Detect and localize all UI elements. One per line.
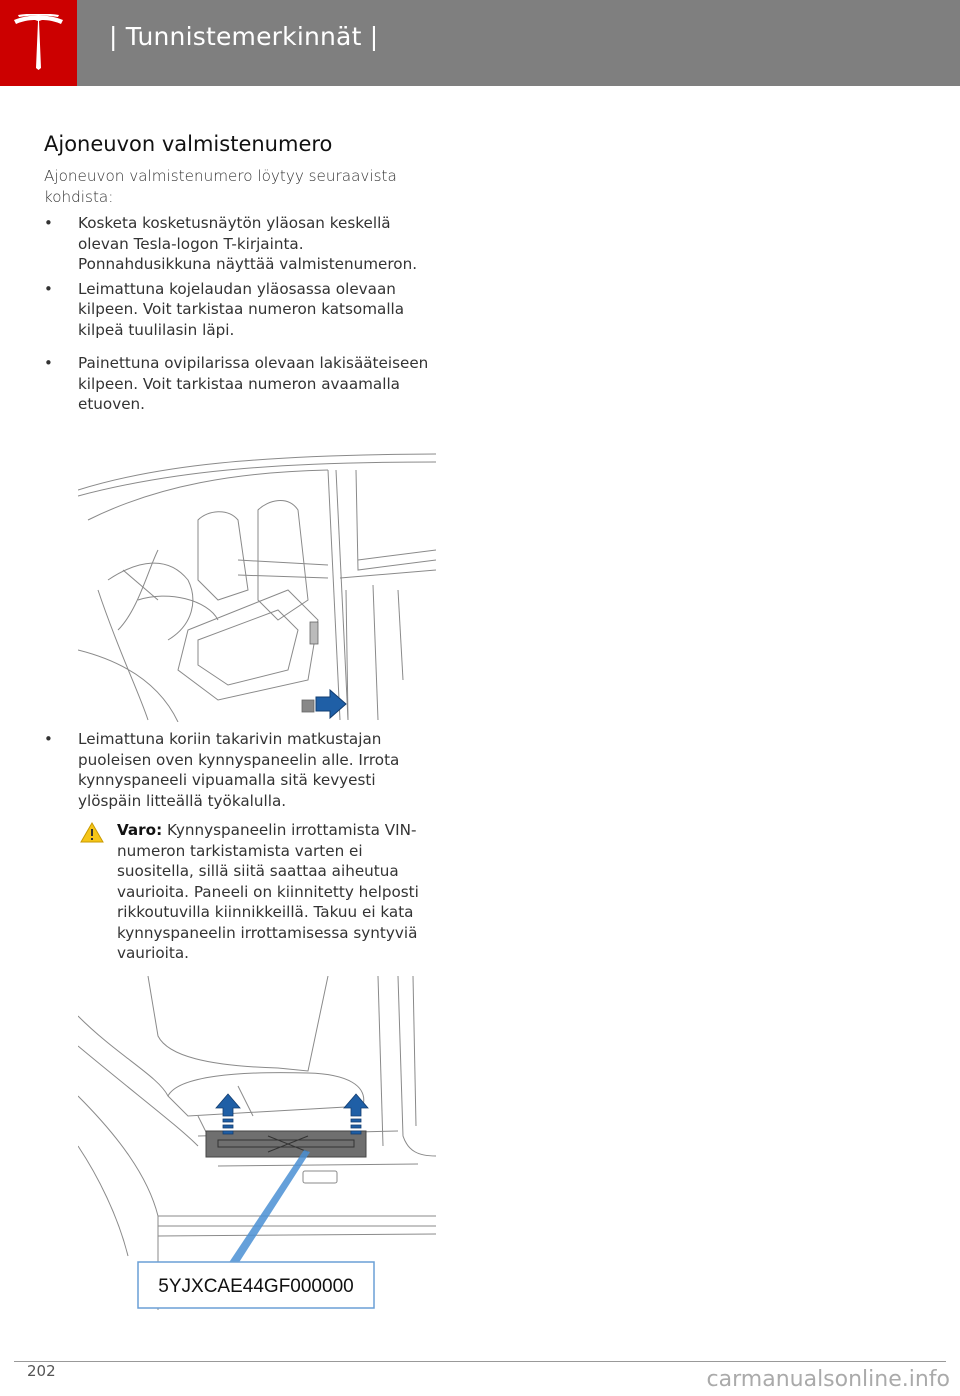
list-item: • Painettuna ovipilarissa olevaan lakisääteiseen kilpeen. Voit tarkistaa numeron avaamalla etuoven. — [44, 354, 429, 413]
sill-panel — [206, 1131, 366, 1157]
warning-label: Varo: — [117, 821, 163, 839]
bullet-icon: • — [44, 279, 53, 298]
list-item: • Leimattuna koriin takarivin matkustajan puoleisen oven kynnyspaneelin alle. Irrota kynnyspaneeli vipuamalla sitä kevyesti ylöspäin litteällä työkalulla. — [44, 730, 400, 810]
vin-label: 5YJXCAE44GF000000 — [158, 1276, 354, 1297]
section-title: Ajoneuvon valmistenumero — [44, 132, 333, 156]
brand-logo — [0, 0, 77, 86]
bullet-icon: • — [44, 730, 53, 748]
watermark: carmanualsonline.info — [706, 1367, 950, 1392]
tesla-logo-icon — [12, 14, 65, 72]
page-title: | Tunnistemerkinnät | — [109, 22, 379, 51]
warning-text: Kynnyspaneelin irrottamista VIN-numeron tarkistamista varten ei suositella, sillä siitä saattaa aiheutua vaurioita. Paneeli on kiinnitetty helposti rikkoutuvilla kiinnikkeillä. Takuu ei kata kynnyspaneelin irrottamisessa syntyviä vaurioita. — [117, 821, 419, 962]
page-header — [0, 0, 960, 86]
warning-note — [80, 820, 420, 964]
sill-panel-illustration — [78, 976, 436, 1310]
footer-divider — [14, 1361, 946, 1362]
list-item: • Leimattuna kojelaudan yläosassa olevaan kilpeen. Voit tarkistaa numeron katsomalla kilpeä tuulilasin läpi. — [44, 279, 405, 339]
warning-icon — [80, 822, 104, 843]
list-item: • Kosketa kosketusnäytön yläosan keskellä olevan Tesla-logon T-kirjainta. Ponnahdusikkuna näyttää valmistenumeron. — [44, 214, 418, 273]
bullet-icon: • — [44, 214, 53, 232]
intro-paragraph: Ajoneuvon valmistenumero löytyy seuraavista kohdista: — [44, 167, 397, 206]
door-pillar-illustration — [78, 450, 436, 722]
main-content — [44, 130, 440, 415]
sill-bullet — [44, 729, 440, 811]
location-list — [44, 213, 440, 415]
page-number: 202 — [27, 1362, 56, 1380]
bullet-icon: • — [44, 354, 53, 372]
